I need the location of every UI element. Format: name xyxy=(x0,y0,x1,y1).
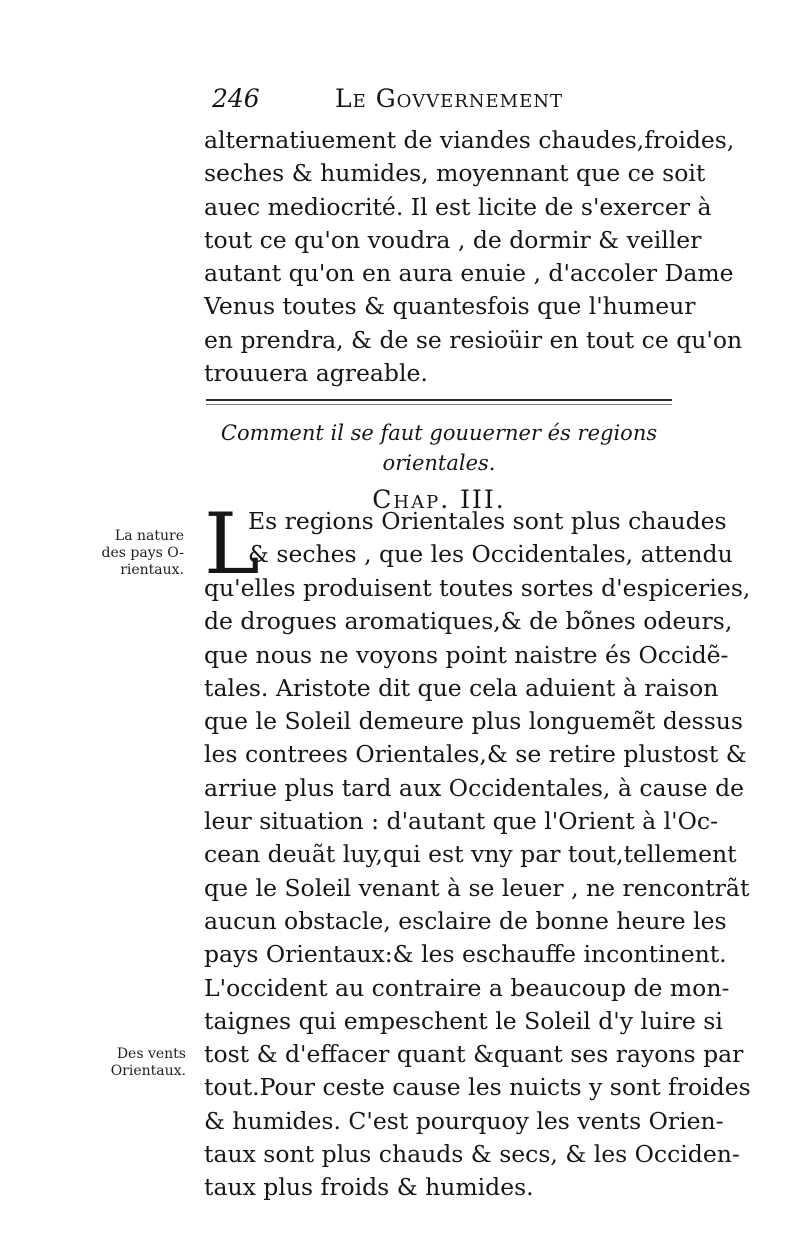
chapter-title-line: orientales. xyxy=(382,451,496,475)
text-line: alternatiuement de viandes chaudes,froides, xyxy=(204,126,735,154)
text-line: les contrees Orientales,& se retire plustost & xyxy=(204,740,747,769)
drop-cap: L xyxy=(204,495,260,593)
text-line: L'occident au contraire a beaucoup de mon- xyxy=(204,973,730,1002)
chapter-body xyxy=(204,572,751,1205)
text-line: taux plus froids & humides. xyxy=(204,1173,534,1202)
section-divider xyxy=(206,399,672,401)
chapter-opening-lines xyxy=(248,505,733,572)
chapter-number: Chap. III. xyxy=(372,485,506,514)
text-line: & humides. C'est pourquoy les vents Orien- xyxy=(204,1106,724,1135)
text-line: leur situation : d'autant que l'Orient à l'Oc- xyxy=(204,807,719,836)
text-line: seches & humides, moyennant que ce soit xyxy=(204,159,706,188)
text-line: tales. Aristote dit que cela aduient à raison xyxy=(204,673,719,702)
text-line: auec mediocrité. Il est licite de s'exercer à xyxy=(204,192,712,221)
text-line: pays Orientaux:& les eschauffe incontinent. xyxy=(204,940,727,969)
margin-note-line: Orientaux. xyxy=(110,1063,186,1079)
text-line: que nous ne voyons point naistre és Occidẽ- xyxy=(204,640,729,669)
text-line: Venus toutes & quantesfois que l'humeur xyxy=(204,292,696,321)
text-line: taignes qui empeschent le Soleil d'y luire si xyxy=(204,1006,723,1035)
margin-note-line: des pays O- xyxy=(101,545,184,561)
text-line: arriue plus tard aux Occidentales, à cause de xyxy=(204,773,745,802)
text-line: tout ce qu'on voudra , de dormir & veiller xyxy=(204,225,702,254)
text-line: & seches , que les Occidentales, attendu xyxy=(248,540,733,569)
margin-note-line: Des vents xyxy=(116,1046,186,1062)
margin-note xyxy=(100,528,184,579)
top-paragraph xyxy=(204,124,743,390)
text-line: cean deuãt luy,qui est vny par tout,tellement xyxy=(204,840,737,869)
page-number: 246 xyxy=(212,84,260,113)
running-title: Le Govvernement xyxy=(335,84,564,113)
text-line: aucun obstacle, esclaire de bonne heure les xyxy=(204,906,727,935)
text-line: tost & d'effacer quant &quant ses rayons par xyxy=(204,1040,744,1069)
text-line: taux sont plus chauds & secs, & les Occiden- xyxy=(204,1140,740,1169)
chapter-heading xyxy=(204,418,674,518)
text-line: qu'elles produisent toutes sortes d'espiceries, xyxy=(204,574,751,602)
text-line: que le Soleil demeure plus longuemẽt dessus xyxy=(204,707,743,736)
text-line: autant qu'on en aura enuie , d'accoler Dame xyxy=(204,259,734,288)
chapter-title-line: Comment il se faut gouuerner és regions xyxy=(220,421,658,445)
text-line: de drogues aromatiques,& de bõnes odeurs, xyxy=(204,607,733,636)
margin-note xyxy=(96,1046,186,1080)
running-head xyxy=(200,84,660,118)
text-line: tout.Pour ceste cause les nuicts y sont froides xyxy=(204,1073,751,1102)
text-line: en prendra, & de se resioüir en tout ce qu'on xyxy=(204,325,743,354)
text-line: que le Soleil venant à se leuer , ne rencontrãt xyxy=(204,873,750,902)
text-line: trouuera agreable. xyxy=(204,359,428,388)
text-line: Es regions Orientales sont plus chaudes xyxy=(248,507,727,535)
margin-note-line: La nature xyxy=(114,528,184,544)
margin-note-line: rientaux. xyxy=(120,562,184,578)
